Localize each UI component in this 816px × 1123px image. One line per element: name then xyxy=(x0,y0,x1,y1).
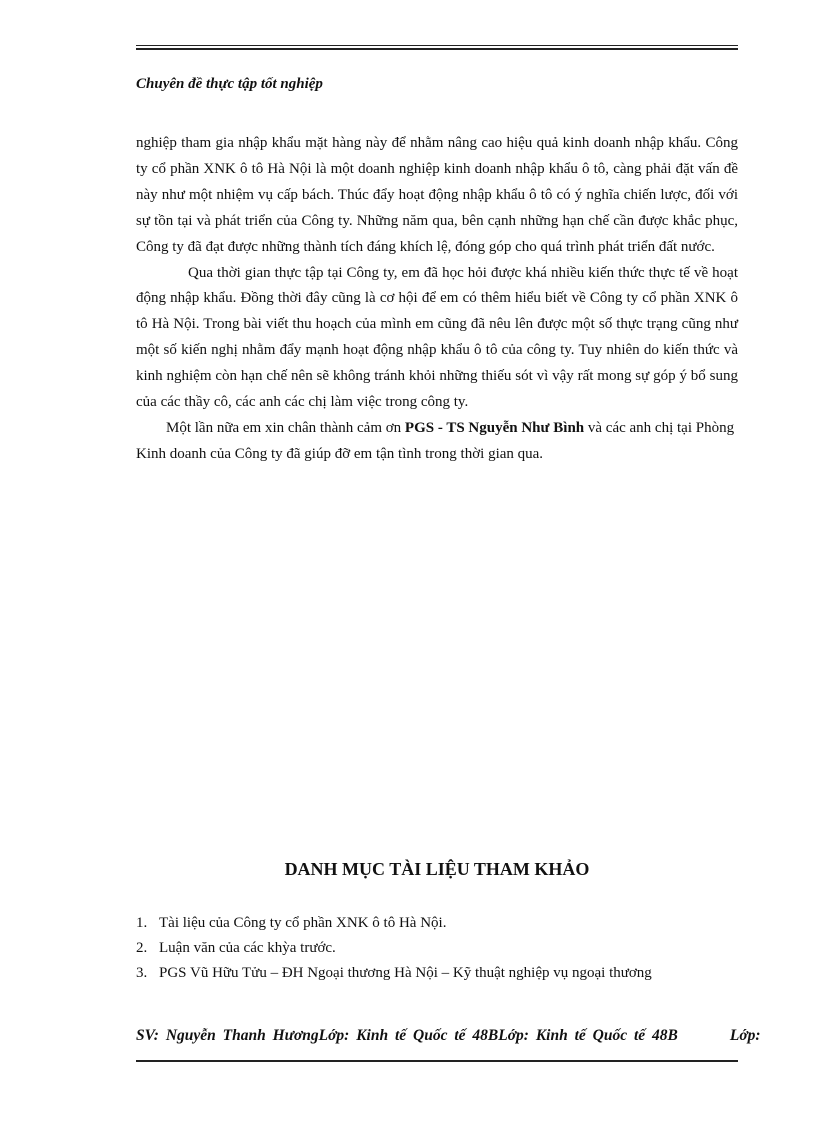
footer-rule xyxy=(136,1060,738,1062)
body-text xyxy=(136,131,738,468)
header-title: Chuyên đề thực tập tốt nghiệp xyxy=(136,76,323,92)
reference-text: PGS Vũ Hữu Tửu – ĐH Ngoại thương Hà Nội – Kỹ thuật nghiệp vụ ngoại thương xyxy=(159,965,652,981)
paragraph-3 xyxy=(136,416,738,468)
acknowledgement-text: Một lần nữa em xin chân thành cảm ơn xyxy=(166,419,405,436)
footer-trailing: Lớp: xyxy=(729,1027,761,1044)
reference-item xyxy=(136,936,738,961)
footer-student-info: SV: Nguyễn Thanh HươngLớp: Kinh tế Quốc tế 48BLớp: Kinh tế Quốc tế 48B xyxy=(136,1027,678,1044)
reference-number: 1. xyxy=(136,915,148,931)
reference-number: 3. xyxy=(136,965,148,981)
reference-number: 2. xyxy=(136,940,148,956)
header-rule-thick xyxy=(136,48,738,50)
references-list xyxy=(136,911,738,986)
paragraph-1: nghiệp tham gia nhập khẩu mặt hàng này để nhằm nâng cao hiệu quả kinh doanh nhập khẩu. Công ty cổ phần XNK ô tô Hà Nội là một doanh nghiệp kinh doanh nhập khẩu ô tô, càng phải đặt vấn đề này như một nhiệm vụ cấp bách. Thúc đẩy hoạt động nhập khẩu ô tô có ý nghĩa chiến lược, đối với sự tồn tại và phát triển của Công ty. Những năm qua, bên cạnh những hạn chế cần được khắc phục, Công ty đã đạt được những thành tích đáng khích lệ, đóng góp cho quá trình phát triển đất nước. xyxy=(136,135,738,255)
acknowledgement-text-end: và các anh chị tại Phòng Kinh doanh của Công ty đã giúp đỡ em tận tình trong thời gian qua. xyxy=(136,419,735,462)
advisor-name: PGS - TS Nguyễn Như Bình xyxy=(404,419,585,436)
footer xyxy=(136,1027,816,1045)
reference-item xyxy=(136,911,738,936)
reference-text: Luận văn của các khỳa trước. xyxy=(159,940,336,956)
paragraph-2: Qua thời gian thực tập tại Công ty, em đã học hỏi được khá nhiều kiến thức thực tế về hoạt động nhập khẩu. Đồng thời đây cũng là cơ hội để em có thêm hiểu biết về Công ty cổ phần XNK ô tô Hà Nội. Trong bài viết thu hoạch của mình em cũng đã nêu lên được một số thực trạng cũng như một số kiến nghị nhằm đẩy mạnh hoạt động nhập khẩu ô tô của công ty. Tuy nhiên do kiến thức và kinh nghiệm còn hạn chế nên sẽ không tránh khỏi những thiếu sót vì vậy rất mong sự góp ý bổ sung của các thầy cô, các anh các chị làm việc trong công ty. xyxy=(136,264,738,411)
references-heading: DANH MỤC TÀI LIỆU THAM KHẢO xyxy=(284,859,590,879)
header-rule-thin xyxy=(136,45,738,46)
reference-text: Tài liệu của Công ty cổ phần XNK ô tô Hà Nội. xyxy=(159,915,447,931)
reference-item xyxy=(136,961,738,986)
